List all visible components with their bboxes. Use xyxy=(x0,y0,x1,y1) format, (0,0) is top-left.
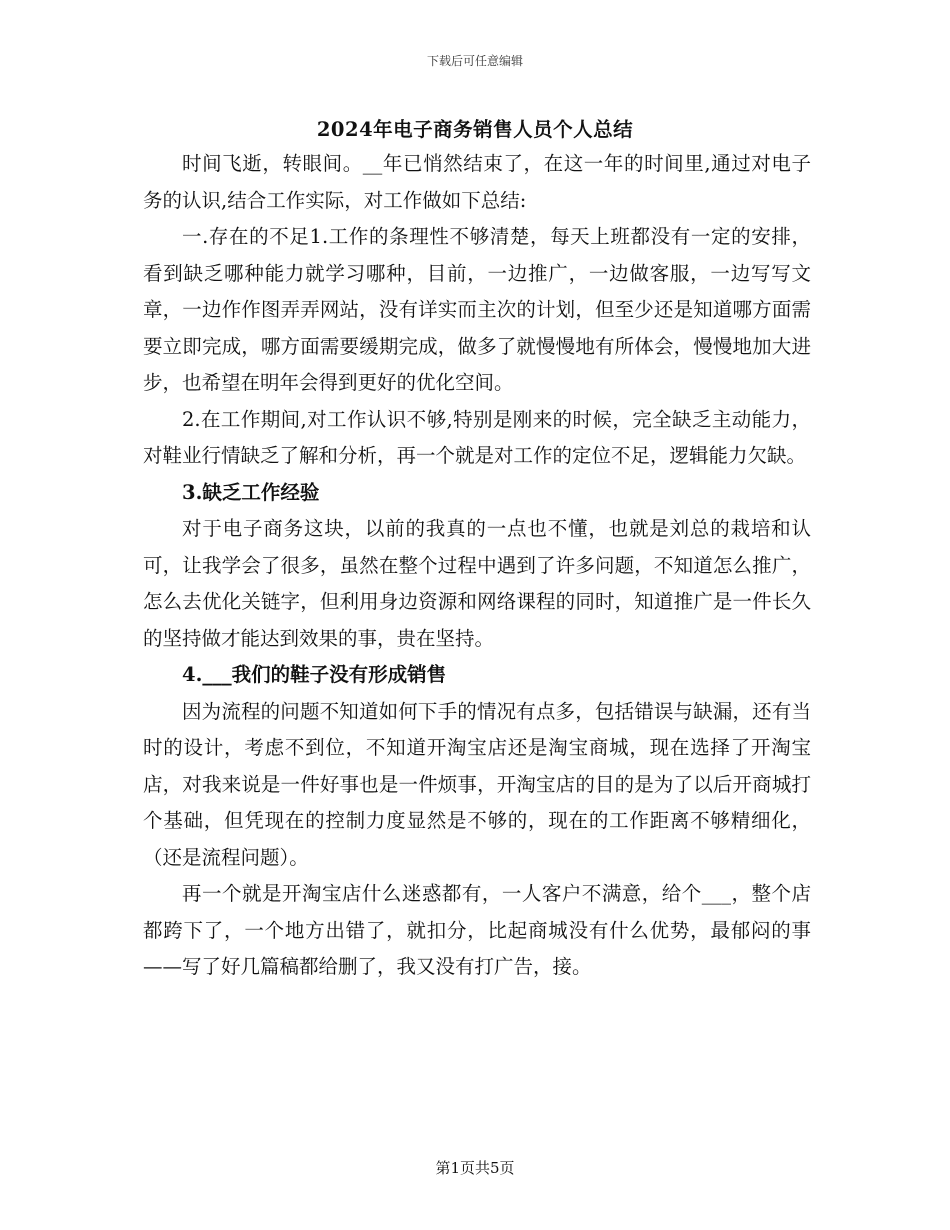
page-number: 第1页共5页 xyxy=(435,1159,515,1177)
paragraph-process: 因为流程的问题不知道如何下手的情况有点多，包括错误与缺漏，还有当时的设计，考虑不到位，不知道开淘宝店还是淘宝商城，现在选择了开淘宝店，对我来说是一件好事也是一件烦事，开淘宝店的目的是为了以后开商城打个基础，但凭现在的控制力度显然是不够的，现在的工作距离不够精细化，（还是流程问题）。 xyxy=(143,699,811,869)
section-heading-experience: 3.缺乏工作经验 xyxy=(182,480,320,504)
section-heading-sales: 4.___我们的鞋子没有形成销售 xyxy=(182,663,447,686)
document-title: 2024年电子商务销售人员个人总结 xyxy=(316,118,634,141)
paragraph-work-understanding: 2.在工作期间,对工作认识不够,特别是刚来的时候，完全缺乏主动能力，对鞋业行情缺乏了解和分析，再一个就是对工作的定位不足，逻辑能力欠缺。 xyxy=(143,407,811,467)
document-body xyxy=(143,146,811,986)
paragraph-shortcomings: 一.存在的不足1.工作的条理性不够清楚，每天上班都没有一定的安排，看到缺乏哪种能力就学习哪种，目前，一边推广，一边做客服，一边写写文章，一边作作图弄弄网站，没有详实而主次的计划，但至少还是知道哪方面需要立即完成，哪方面需要缓期完成，做多了就慢慢地有所体会，慢慢地加大进步，也希望在明年会得到更好的优化空间。 xyxy=(143,225,811,394)
paragraph-experience: 对于电子商务这块，以前的我真的一点也不懂，也就是刘总的栽培和认可，让我学会了很多，虽然在整个过程中遇到了许多问题，不知道怎么推广，怎么去优化关链字，但利用身边资源和网络课程的同时，知道推广是一件长久的坚持做才能达到效果的事，贵在坚持。 xyxy=(143,517,811,650)
paragraph-taobao-store: 再一个就是开淘宝店什么迷惑都有，一人客户不满意，给个___，整个店都跨下了，一个地方出错了，就扣分，比起商城没有什么优势，最郁闷的事——写了好几篇稿都给删了，我又没有打广告，接。 xyxy=(143,882,811,978)
paragraph-intro: 时间飞逝，转眼间。__年已悄然结束了，在这一年的时间里,通过对电子务的认识,结合工作实际，对工作做如下总结: xyxy=(143,152,811,212)
page-header-note: 下载后可任意编辑 xyxy=(426,54,523,68)
